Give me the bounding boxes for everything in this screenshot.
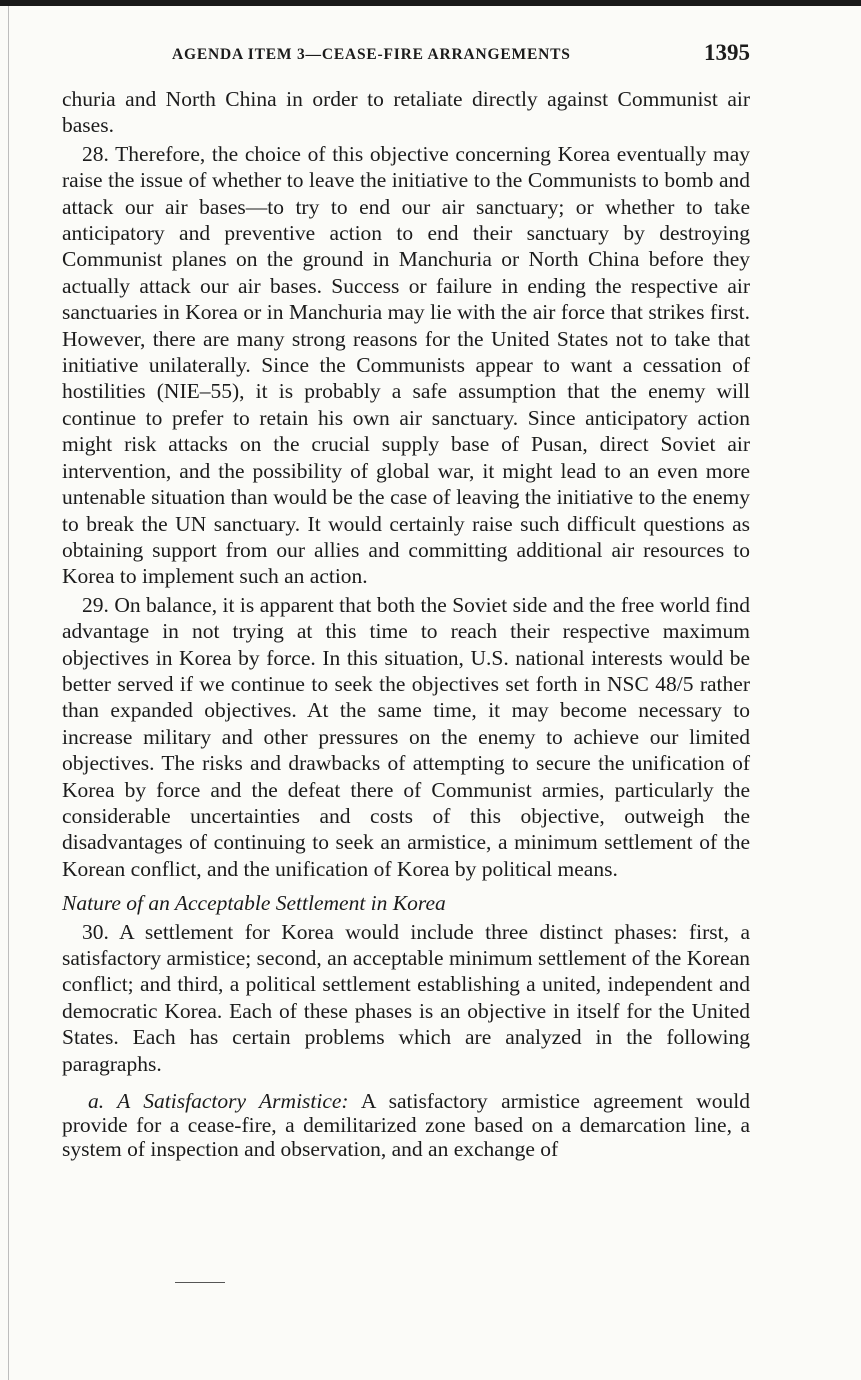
- paragraph-29: 29. On balance, it is apparent that both the Soviet side and the free world find advantage in not trying at this time to reach their respective maximum objectives in Korea by force. In this situation, U.S. national interests would be better served if we continue to seek the objectives set forth in NSC 48/5 rather than expanded objectives. At the same time, it may become necessary to increase military and other pressures on the enemy to achieve our limited objectives. The risks and drawbacks of attempting to secure the unification of Korea by force and the defeat there of Communist armies, particularly the considerable uncertainties and costs of this objective, outweigh the disadvantages of continuing to seek an armistice, a minimum settlement of the Korean conflict, and the unification of Korea by political means.: [62, 592, 750, 881]
- page-header: [62, 40, 750, 70]
- running-head: AGENDA ITEM 3—CEASE-FIRE ARRANGEMENTS: [172, 46, 571, 63]
- paragraph-30: 30. A settlement for Korea would include three distinct phases: first, a satisfactory armistice; second, an acceptable minimum settlement of the Korean conflict; and third, a political settlement establishing a united, independent and democratic Korea. Each of these phases is an objective in itself for the United States. Each has certain problems which are analyzed in the following paragraphs.: [62, 919, 750, 1076]
- left-margin-line: [8, 6, 9, 1380]
- paragraph-28: 28. Therefore, the choice of this objective concerning Korea eventually may raise the issue of whether to leave the initiative to the Communists to bomb and attack our air bases—to try to end our air sanctuary; or whether to take anticipatory and preventive action to end their sanctuary by destroying Communist planes on the ground in Manchuria or North China before they actually attack our air bases. Success or failure in ending the respective air sanctuaries in Korea or in Manchuria may lie with the air force that strikes first. However, there are many strong reasons for the United States not to take that initiative unilaterally. Since the Communists appear to want a cessation of hostilities (NIE–55), it is probably a safe assumption that the enemy will continue to prefer to retain his own air sanctuary. Since anticipatory action might risk attacks on the crucial supply base of Pusan, direct Soviet air intervention, and the possibility of global war, it might lead to an even more untenable situation than would be the case of leaving the initiative to the enemy to break the UN sanctuary. It would certainly raise such difficult questions as obtaining support from our allies and committing additional air resources to Korea to implement such an action.: [62, 141, 750, 589]
- section-heading: Nature of an Acceptable Settlement in Korea: [62, 891, 446, 916]
- subparagraph-a: [62, 1089, 750, 1161]
- footnote-divider: [175, 1282, 225, 1283]
- page-number: 1395: [704, 40, 750, 65]
- paragraph-continuation: churia and North China in order to retaliate directly against Communist air bases.: [62, 87, 750, 138]
- subparagraph-a-label: a. A Satisfactory Armistice:: [88, 1089, 349, 1114]
- subparagraph-a-text: A satisfactory armistice agreement would provide for a cease-fire, a demilitarized zone based on a demarcation line, a system of inspection and observation, and an exchange of: [62, 1089, 750, 1162]
- body-text: [62, 86, 750, 1161]
- top-border: [0, 0, 861, 6]
